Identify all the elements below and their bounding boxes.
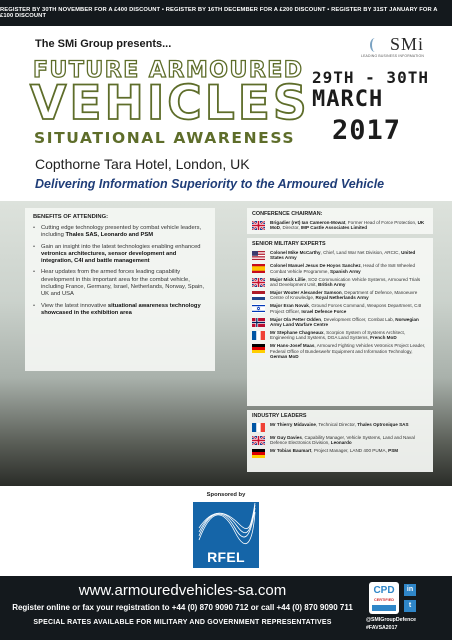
speaker-role: , Armoured Fighting Vehicles Vetronics Project Leader, Federal Office of Bundeswehr Equipment and Information Technology, bbox=[270, 343, 426, 354]
speaker-name: Mr Guy Davies bbox=[270, 434, 302, 440]
list-item bbox=[33, 244, 207, 266]
speaker-name: Brigadier (ret) Ian Cameron-Mowat bbox=[270, 220, 346, 225]
speaker-role: , Chief, Land War Net Division, ARCIC, bbox=[320, 250, 402, 255]
speaker-role: , Director, bbox=[279, 225, 301, 231]
discount-text: REGISTER BY 30TH NOVEMBER FOR A £400 DISCOUNT • REGISTER BY 16TH DECEMBER FOR A £200 DISCOUNT • REGISTER BY 31ST JANUARY FOR A £100 DISCOUNT bbox=[0, 7, 438, 19]
usa-flag-icon bbox=[252, 251, 265, 260]
cpd-title: CPD bbox=[373, 585, 395, 596]
speaker-role: , Ground Forces Command, Weapons Department, C4I Project Officer, bbox=[270, 303, 422, 314]
speaker-name: Major Ola Petter Odden bbox=[270, 316, 322, 322]
strapline: Delivering Information Superiority to the Armoured Vehicle bbox=[35, 177, 385, 191]
benefits-box bbox=[25, 208, 215, 371]
speaker-text bbox=[270, 435, 428, 446]
norway-flag-icon bbox=[252, 318, 265, 327]
speaker-name: Mr Hans-Josef Maas bbox=[270, 343, 315, 349]
registration-info: Register online or fax your registration to +44 (0) 870 9090 712 or call +44 (0) 870 9090 711 bbox=[12, 603, 353, 612]
speaker-org: Thales Optronique SAS bbox=[357, 422, 409, 427]
speaker-entry bbox=[252, 435, 428, 446]
speaker-entry bbox=[252, 343, 428, 359]
speaker-org: British Army bbox=[318, 282, 346, 288]
speaker-text bbox=[270, 290, 428, 301]
benefit-text: Cutting edge technology presented by combat vehicle leaders, including bbox=[41, 225, 202, 239]
cpd-badge bbox=[369, 582, 399, 614]
benefits-list bbox=[33, 225, 207, 317]
benefit-highlight: situational awareness technology showcased in the exhibition area bbox=[41, 302, 201, 316]
list-item bbox=[33, 303, 207, 318]
military-experts-heading: SENIOR MILITARY EXPERTS bbox=[252, 241, 326, 247]
presents-text: The SMi Group presents... bbox=[35, 38, 172, 50]
speaker-org: United States Army bbox=[270, 250, 416, 261]
list-item bbox=[33, 269, 207, 298]
speaker-name: Mr Thierry Midavaine bbox=[270, 422, 316, 427]
speaker-org: Norwegian Army Land Warfare Centre bbox=[270, 316, 419, 327]
speaker-entry bbox=[252, 303, 428, 314]
speaker-entry bbox=[252, 330, 428, 341]
industry-leaders-box bbox=[247, 410, 433, 472]
speaker-name: Colonel Manuel Jesus De Hoyos Sanchez bbox=[270, 263, 361, 269]
website-link[interactable]: www.armouredvehicles-sa.com bbox=[78, 582, 287, 599]
title-line-2: VEHICLES bbox=[30, 76, 310, 131]
speaker-entry bbox=[252, 290, 428, 301]
france-flag-icon bbox=[252, 423, 265, 432]
industry-leaders-heading: INDUSTRY LEADERS bbox=[252, 413, 307, 419]
benefit-text: View the latest innovative bbox=[41, 302, 108, 309]
speaker-text bbox=[270, 330, 428, 341]
cpd-subtitle: CERTIFIED bbox=[373, 598, 395, 602]
speaker-org: Royal Netherlands Army bbox=[315, 295, 369, 301]
military-experts-box bbox=[247, 238, 433, 406]
smi-swoosh-icon bbox=[370, 38, 380, 52]
speaker-entry bbox=[252, 277, 428, 288]
speaker-role: , Department of Defence, Manoeuvre Centre of Knowledge, bbox=[270, 289, 418, 301]
smi-logo bbox=[358, 34, 424, 62]
list-item bbox=[33, 225, 207, 240]
title-line-1: FUTURE ARMOURED bbox=[33, 58, 304, 83]
title-line-3: SITUATIONAL AWARENESS bbox=[34, 129, 296, 147]
twitter-icon[interactable]: t bbox=[404, 600, 416, 612]
speaker-role: , Project Manager, LAND 400 PUMA, bbox=[311, 447, 389, 453]
israel-flag-icon bbox=[252, 304, 265, 313]
speaker-name: Major Mick Lillie bbox=[270, 276, 306, 282]
venue: Copthorne Tara Hotel, London, UK bbox=[35, 156, 250, 172]
speaker-entry bbox=[252, 448, 428, 458]
benefit-highlight: Thales SAS, Leonardo and PSM bbox=[65, 232, 154, 239]
speaker-text bbox=[270, 303, 428, 314]
speaker-role: , Development Officer, Combat Lab, bbox=[321, 316, 396, 322]
speaker-text bbox=[270, 343, 428, 359]
sponsor-label: Sponsored by bbox=[206, 492, 246, 498]
speaker-name: Mr Tobias Baumart bbox=[270, 447, 312, 453]
speaker-entry bbox=[252, 220, 428, 231]
speaker-text bbox=[270, 448, 398, 453]
speaker-role: , Head of the 8x8 Wheeled Combat Vehicle Programme, bbox=[270, 263, 416, 274]
benefit-text: Hear updates from the armed forces leading capability development in this important area for the combat vehicle, including France, Germany, Israel, Netherlands, Norway, Spain, UK and USA bbox=[41, 269, 205, 298]
conference-chairman-box bbox=[247, 208, 433, 234]
speaker-role: , Technical Director, bbox=[315, 422, 358, 427]
speaker-org: PSM bbox=[388, 447, 399, 453]
cpd-ribbon bbox=[372, 605, 396, 611]
speaker-name: Mr Stephane Chagneaux bbox=[270, 329, 324, 335]
speaker-org: Israel Defence Force bbox=[301, 308, 347, 314]
rfel-logo[interactable] bbox=[193, 502, 259, 568]
speaker-role: , SO2 Communication Vehicle Systems, Armoured Trials and Development Unit, bbox=[270, 276, 421, 288]
speaker-org: IMP Castle Associates Limited bbox=[300, 225, 368, 231]
speaker-name: Major Eran Novak bbox=[270, 303, 309, 309]
speaker-text bbox=[270, 263, 428, 274]
chairman-heading: CONFERENCE CHAIRMAN: bbox=[252, 211, 323, 217]
speaker-org: Spanish Army bbox=[330, 268, 361, 274]
event-hashtag: #FAVSA2017 bbox=[366, 625, 398, 631]
speaker-org: Leonardo bbox=[330, 439, 352, 445]
speaker-name: Major Wouter Alexander Samson bbox=[270, 289, 342, 295]
benefits-heading: BENEFITS OF ATTENDING: bbox=[33, 214, 109, 220]
twitter-handle[interactable]: @SMIGroupDefence bbox=[366, 617, 417, 623]
germany-flag-icon bbox=[252, 344, 265, 353]
speaker-org: UK MoD bbox=[270, 220, 425, 231]
benefit-highlight: vetronics architectures, sensor development and integration, C4I and battle management bbox=[41, 250, 177, 265]
speaker-text bbox=[270, 220, 428, 231]
rfel-logo-text: RFEL bbox=[207, 549, 245, 565]
speaker-org: French MoD bbox=[370, 335, 397, 341]
speaker-entry bbox=[252, 422, 428, 432]
speaker-entry bbox=[252, 250, 428, 261]
spain-flag-icon bbox=[252, 264, 265, 273]
event-month: MARCH bbox=[312, 87, 384, 112]
speaker-role: , Capability Manager, Vehicle Systems, Land and Naval Defence Electronics Division, bbox=[270, 434, 415, 445]
smi-logo-tagline: LEADING BUSINESS INFORMATION bbox=[361, 54, 424, 58]
rfel-wave-icon bbox=[193, 502, 259, 548]
germany-flag-icon bbox=[252, 449, 265, 458]
speaker-name: Colonel Mike McCarthy bbox=[270, 250, 321, 255]
event-days: 29TH - 30TH bbox=[312, 68, 429, 87]
uk-flag-icon bbox=[252, 221, 265, 230]
speaker-text bbox=[270, 422, 409, 427]
speaker-text bbox=[270, 277, 428, 288]
speaker-entry bbox=[252, 317, 428, 328]
discount-banner bbox=[0, 0, 452, 26]
speaker-text bbox=[270, 250, 428, 261]
special-rates: SPECIAL RATES AVAILABLE FOR MILITARY AND GOVERNMENT REPRESENTATIVES bbox=[33, 619, 332, 626]
speaker-text bbox=[270, 317, 428, 328]
uk-flag-icon bbox=[252, 436, 265, 445]
smi-logo-text: SMi bbox=[389, 34, 424, 54]
speaker-role: , Former Head of Force Protection, bbox=[345, 220, 418, 225]
netherlands-flag-icon bbox=[252, 291, 265, 300]
speaker-entry bbox=[252, 263, 428, 274]
uk-flag-icon bbox=[252, 278, 265, 287]
linkedin-icon[interactable]: in bbox=[404, 584, 416, 596]
speaker-org: German MoD bbox=[270, 354, 299, 359]
speaker-role: , Scorpion System of Systems Architect, Engineering Land Systems, DGA Land Systems, bbox=[270, 329, 406, 341]
france-flag-icon bbox=[252, 331, 265, 340]
benefit-text: Gain an insight into the latest technologies enabling enhanced bbox=[41, 243, 201, 250]
event-year: 2017 bbox=[332, 115, 402, 146]
